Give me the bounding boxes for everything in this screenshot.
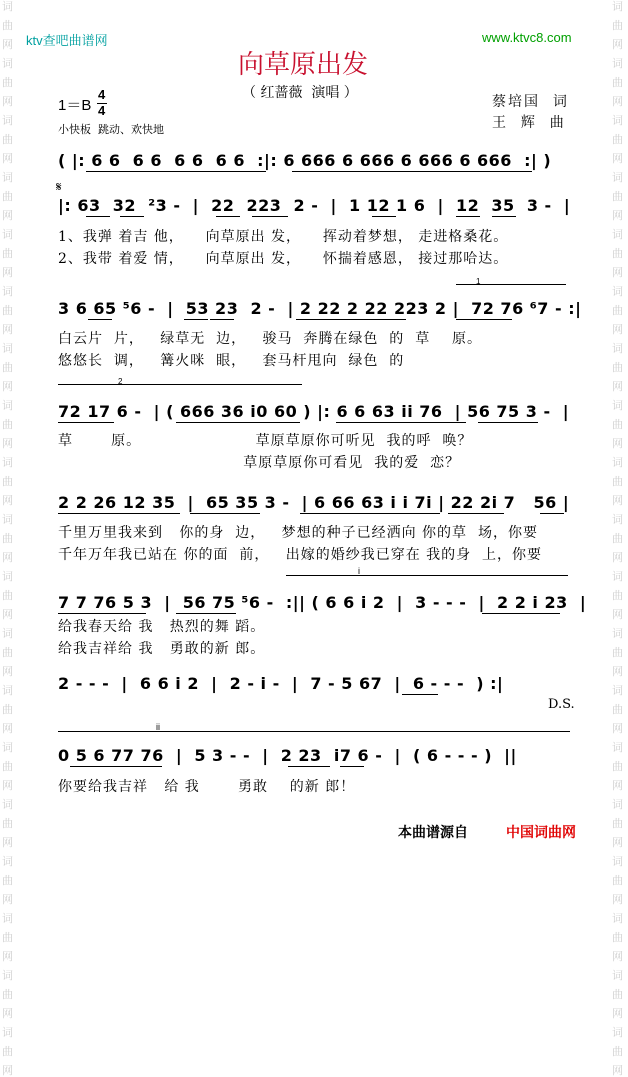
score-row: 0 5 6 77 76 | 5 3 - - | 2 23 i7 6 - | ( 6 - - - ) ||: [58, 746, 517, 765]
watermark-char: 词: [612, 114, 623, 127]
watermark-char: 曲: [2, 361, 13, 374]
watermark-char: 词: [2, 798, 13, 811]
lyric-line-2: 千年万年我已站在 你的面 前， 出嫁的婚纱我已穿在 我的身 上，你要: [58, 547, 543, 563]
watermark-char: 词: [2, 570, 13, 583]
underline: [448, 513, 504, 514]
watermark-char: 曲: [612, 361, 623, 374]
watermark-char: 曲: [2, 304, 13, 317]
underline: [456, 216, 480, 217]
volta-bracket: [286, 575, 568, 576]
dal-segno: D.S.: [548, 697, 575, 712]
watermark-char: 词: [2, 0, 13, 13]
watermark-char: 网: [612, 437, 623, 450]
watermark-char: 曲: [2, 532, 13, 545]
watermark-char: 网: [612, 152, 623, 165]
score-row: 2 - - - | 6 6 i 2 | 2 - i - | 7 - 5 67 | 6 - - - ) :|: [58, 674, 504, 693]
watermark-char: 曲: [612, 931, 623, 944]
watermark-char: 曲: [2, 703, 13, 716]
volta-number: 2: [118, 377, 123, 386]
watermark-char: 曲: [612, 703, 623, 716]
watermark-char: 网: [2, 722, 13, 735]
underline: [70, 766, 162, 767]
lyric-line-1: 白云片 片， 绿草无 边， 骏马 奔腾在绿色 的 草 原。: [58, 331, 483, 347]
watermark-char: 曲: [2, 418, 13, 431]
underline: [456, 319, 512, 320]
watermark-char: 网: [612, 494, 623, 507]
underline: [190, 513, 260, 514]
time-sig-bottom: 4: [98, 103, 106, 118]
watermark-char: 曲: [612, 76, 623, 89]
lyric-line-1: 给我春天给 我 热烈的舞 蹈。: [58, 619, 266, 635]
underline: [184, 319, 208, 320]
underline: [86, 216, 110, 217]
watermark-char: 词: [612, 342, 623, 355]
watermark-char: 曲: [612, 589, 623, 602]
underline: [478, 422, 538, 423]
watermark-char: 网: [2, 608, 13, 621]
watermark-char: 曲: [2, 589, 13, 602]
watermark-char: 曲: [2, 760, 13, 773]
score-row-intro: ( |: 6 6 6 6 6 6 6 6 :|: 6 666 6 666 6 666 6 666 :| ): [58, 151, 552, 170]
watermark-char: 网: [612, 1064, 623, 1077]
watermark-char: 网: [612, 722, 623, 735]
underline: [482, 613, 560, 614]
watermark-char: 曲: [612, 19, 623, 32]
watermark-char: 词: [2, 912, 13, 925]
watermark-char: 网: [2, 95, 13, 108]
watermark-char: 曲: [612, 304, 623, 317]
watermark-char: 曲: [612, 646, 623, 659]
time-sig-top: 4: [98, 87, 106, 102]
watermark-char: 词: [2, 228, 13, 241]
watermark-char: 曲: [612, 133, 623, 146]
watermark-char: 词: [612, 741, 623, 754]
watermark-char: 词: [612, 570, 623, 583]
watermark-char: 词: [612, 1026, 623, 1039]
watermark-char: 词: [2, 456, 13, 469]
lyric-line-1: 1、我弹 着吉 他， 向草原出 发， 挥动着梦想， 走进格桑花。: [58, 229, 509, 245]
site-right-link[interactable]: www.ktvc8.com: [482, 30, 572, 45]
watermark-char: 词: [612, 285, 623, 298]
underline: [58, 513, 180, 514]
watermark-char: 网: [2, 893, 13, 906]
watermark-char: 曲: [612, 418, 623, 431]
watermark-char: 词: [2, 627, 13, 640]
volta-bracket: [58, 384, 302, 385]
underline: [540, 513, 564, 514]
watermark-char: 网: [2, 1007, 13, 1020]
score-row: |: 63 32 ²3 - | 22 223 2 - | 1 12 1 6 | 12 35 3 - |: [58, 196, 571, 215]
watermark-char: 网: [612, 380, 623, 393]
underline: [372, 216, 396, 217]
watermark-char: 网: [2, 266, 13, 279]
watermark-char: 曲: [2, 133, 13, 146]
watermark-char: 网: [612, 608, 623, 621]
watermark-char: 词: [612, 0, 623, 13]
watermark-char: 曲: [2, 19, 13, 32]
watermark-char: 词: [2, 57, 13, 70]
watermark-char: 网: [612, 38, 623, 51]
watermark-char: 网: [2, 779, 13, 792]
underline: [88, 319, 112, 320]
lyric-line-1: 千里万里我来到 你的身 边， 梦想的种子已经洒向 你的草 场，你要: [58, 525, 538, 541]
watermark-char: 曲: [2, 988, 13, 1001]
watermark-char: 曲: [2, 817, 13, 830]
watermark-char: 网: [2, 665, 13, 678]
watermark-char: 网: [2, 950, 13, 963]
watermark-char: 词: [2, 1026, 13, 1039]
underline: [492, 216, 516, 217]
page-title: 向草原出发: [238, 50, 369, 80]
watermark-char: 网: [2, 380, 13, 393]
segno-sign: 𝄋: [56, 180, 62, 195]
watermark-char: 词: [612, 969, 623, 982]
watermark-char: 网: [2, 152, 13, 165]
watermark-char: 网: [612, 1007, 623, 1020]
underline: [176, 422, 300, 423]
watermark-char: 曲: [2, 76, 13, 89]
watermark-char: 词: [612, 798, 623, 811]
watermark-char: 网: [2, 323, 13, 336]
watermark-char: 词: [2, 114, 13, 127]
watermark-char: 曲: [612, 760, 623, 773]
watermark-char: 曲: [612, 247, 623, 260]
watermark-char: 网: [2, 1064, 13, 1077]
underline: [58, 422, 114, 423]
watermark-char: 网: [612, 323, 623, 336]
watermark-char: 词: [612, 627, 623, 640]
volta-number: i: [358, 566, 360, 576]
watermark-char: 网: [2, 38, 13, 51]
watermark-char: 网: [2, 209, 13, 222]
lyric-line-1: 草 原。 草原草原你可听见 我的呼 唤？: [58, 433, 473, 449]
watermark-char: 曲: [2, 475, 13, 488]
watermark-char: 词: [612, 171, 623, 184]
underline: [210, 319, 234, 320]
lyricist: 蔡培国 词: [492, 94, 569, 110]
watermark-char: 曲: [2, 646, 13, 659]
site-left-link[interactable]: ktv查吧曲谱网: [26, 33, 108, 48]
watermark-char: 词: [2, 285, 13, 298]
lyric-line-2: 悠悠长 调， 篝火咪 眼， 套马杆甩向 绿色 的: [58, 353, 405, 369]
lyric-line-1: 你要给我吉祥 给 我 勇敢 的新 郎！: [58, 779, 356, 795]
watermark-char: 曲: [612, 874, 623, 887]
watermark-char: 词: [612, 456, 623, 469]
watermark-char: 词: [2, 741, 13, 754]
watermark-char: 网: [2, 551, 13, 564]
watermark-char: 曲: [2, 1045, 13, 1058]
underline: [252, 216, 288, 217]
watermark-char: 网: [2, 836, 13, 849]
footer-label: 本曲谱源自: [398, 825, 468, 841]
watermark-char: 网: [612, 665, 623, 678]
watermark-char: 曲: [2, 247, 13, 260]
underline: [402, 694, 438, 695]
watermark-char: 网: [612, 950, 623, 963]
composer: 王 辉 曲: [492, 115, 566, 131]
score-row: 2 2 26 12 35 | 65 35 3 - | 6 66 63 i i 7i | 22 2i 7 56 |: [58, 493, 570, 512]
watermark-char: 网: [612, 779, 623, 792]
underline: [292, 171, 532, 172]
watermark-char: 曲: [612, 532, 623, 545]
watermark-char: 词: [2, 399, 13, 412]
watermark-char: 词: [2, 855, 13, 868]
watermark-char: 网: [612, 95, 623, 108]
watermark-char: 网: [612, 209, 623, 222]
watermark-right: [612, 0, 626, 1077]
watermark-left: [2, 0, 16, 1077]
watermark-char: 词: [612, 228, 623, 241]
watermark-char: 词: [612, 513, 623, 526]
watermark-char: 词: [2, 171, 13, 184]
lyric-line-2: 给我吉祥给 我 勇敢的新 郎。: [58, 641, 266, 657]
underline: [296, 319, 406, 320]
watermark-char: 词: [2, 342, 13, 355]
watermark-char: 网: [612, 266, 623, 279]
footer-site-link[interactable]: 中国词曲网: [506, 825, 576, 841]
score-row: 7 7 76 5 3 | 56 75 ⁵6 - :|| ( 6 6 i 2 | 3 - - - | 2 2 i 23 |: [58, 593, 587, 612]
score-row: 72 17 6 - | ( 666 36 i0 60 ) |: 6 6 63 ii 76 | 56 75 3 - |: [58, 402, 570, 421]
watermark-char: 网: [612, 893, 623, 906]
watermark-char: 词: [612, 855, 623, 868]
watermark-char: 曲: [2, 190, 13, 203]
watermark-char: 词: [2, 513, 13, 526]
watermark-char: 网: [612, 551, 623, 564]
watermark-char: 词: [612, 399, 623, 412]
watermark-char: 词: [612, 684, 623, 697]
watermark-char: 曲: [2, 931, 13, 944]
watermark-char: 曲: [612, 475, 623, 488]
watermark-char: 曲: [2, 874, 13, 887]
underline: [176, 613, 236, 614]
underline: [340, 766, 364, 767]
volta-number: 1: [476, 277, 481, 286]
performer: （ 红蔷薇 演唱 ）: [242, 85, 358, 101]
watermark-char: 词: [612, 912, 623, 925]
underline: [58, 613, 146, 614]
volta-bracket: [58, 731, 570, 732]
volta-bracket: [456, 284, 566, 285]
watermark-char: 网: [612, 836, 623, 849]
lyric-line-2: 草原草原你可看见 我的爱 恋？: [58, 455, 461, 471]
watermark-char: 词: [2, 684, 13, 697]
watermark-char: 曲: [612, 1045, 623, 1058]
underline: [120, 216, 144, 217]
underline: [336, 422, 466, 423]
key-signature: 1＝B: [58, 97, 92, 114]
watermark-char: 曲: [612, 988, 623, 1001]
watermark-char: 词: [612, 57, 623, 70]
watermark-char: 网: [2, 437, 13, 450]
score-row: 3 6 65 ⁵6 - | 53 23 2 - | 2 22 2 22 223 2 | 72 76 ⁶7 - :|: [58, 299, 582, 318]
volta-number: ii: [156, 722, 160, 732]
underline: [288, 766, 330, 767]
watermark-char: 网: [2, 494, 13, 507]
underline: [86, 171, 266, 172]
underline: [300, 513, 440, 514]
watermark-char: 词: [2, 969, 13, 982]
watermark-char: 曲: [612, 190, 623, 203]
watermark-char: 曲: [612, 817, 623, 830]
tempo-mark: 小快板 跳动、欢快地: [58, 123, 164, 136]
underline: [216, 216, 240, 217]
lyric-line-2: 2、我带 着爱 情， 向草原出 发， 怀揣着感恩， 接过那哈达。: [58, 251, 509, 267]
